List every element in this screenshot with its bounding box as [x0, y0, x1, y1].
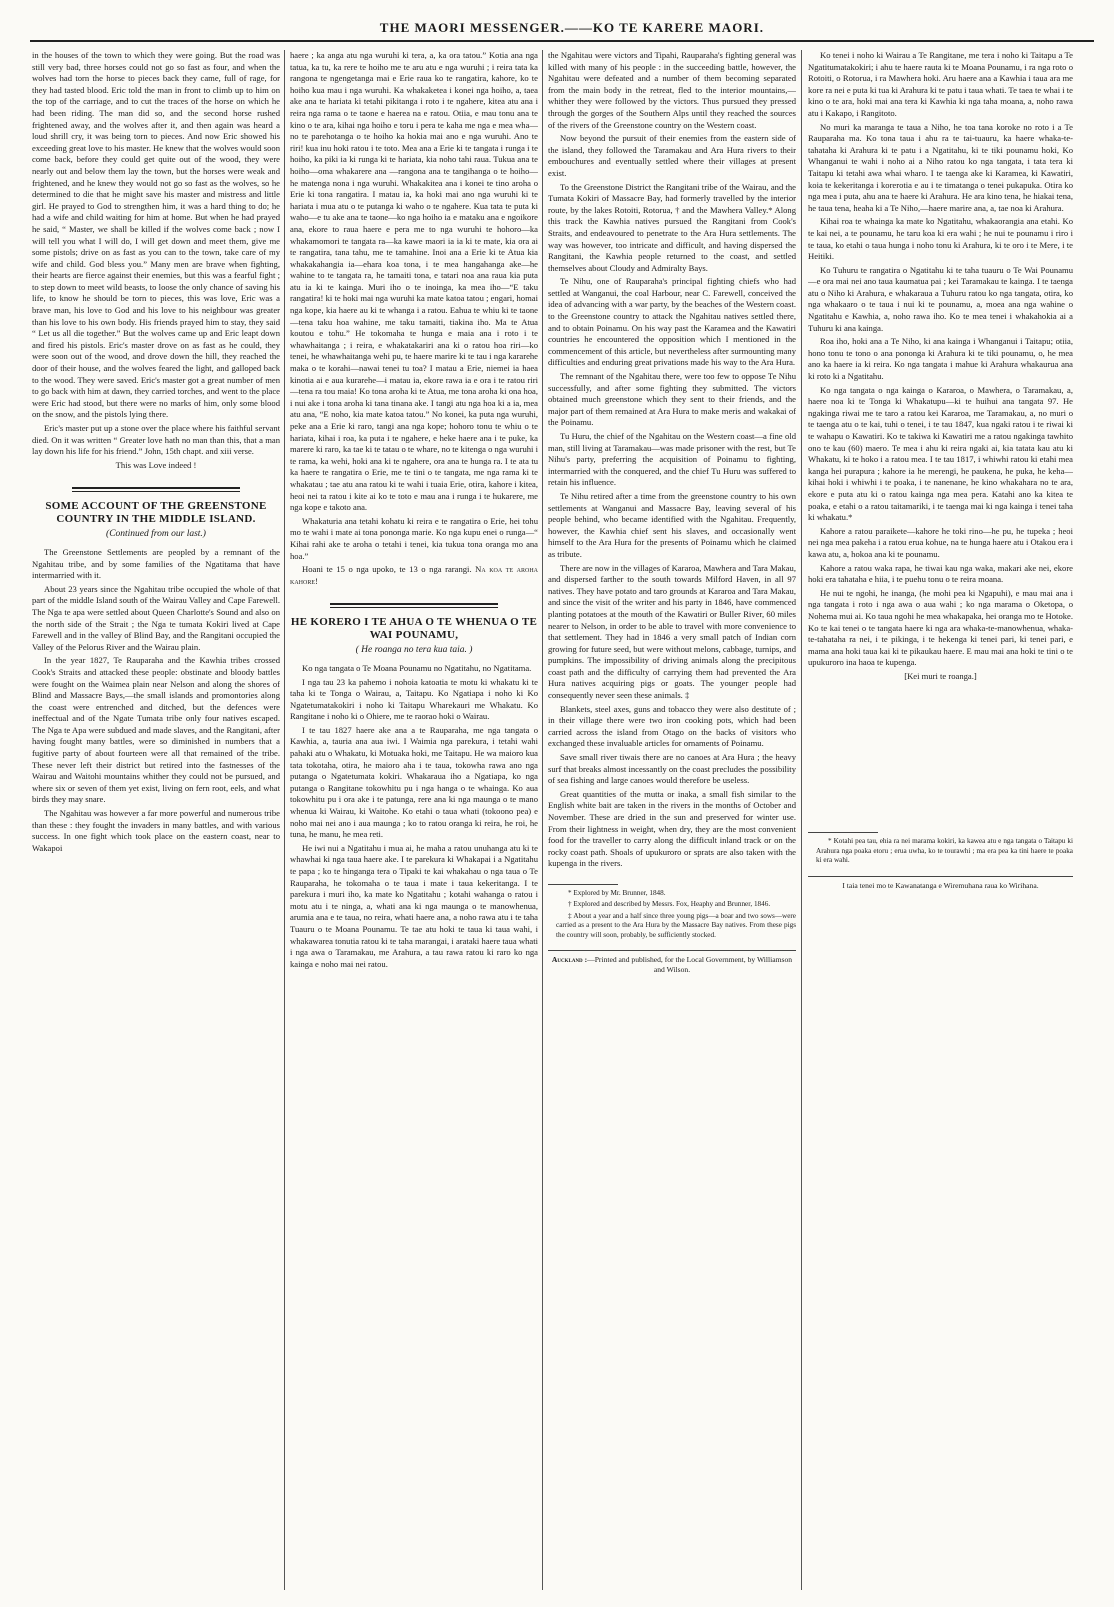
- paragraph: He iwi nui a Ngatitahu i mua ai, he maha a ratou unuhanga atu ki te whawhai ki nga taua haere ake. I te parekura ki Whakapai i a Ngatitahu te papa ; ko te hinganga tera o Tipaki te kai whakahau o nga taua o Te Rauparaha, he tokomaha o te taua i mate i taua kekeritanga. I te parekura i muri iho, ka mate ko Ngatitahu ; kotahi wahanga o ratou i motu atu i te ninga, a, whati ana ki nga maunga o te manowhenua, arumia ana e te taua, no reira, whati haere ana, a noho rawa atu i te taha Tuauru o te Moana Pounamu. Te tae atu hoki te taua ki taua wahi, i whakawarea tonutia ratou ki te taha marangai, i arataki haere taua whati i nga awa o Taramakau, me Arahura, a tau rawa ratou ki raro ko nga kainga e noho mai nei ratou.: [290, 842, 538, 969]
- paragraph: Tu Huru, the chief of the Ngahitau on the Western coast—a fine old man, still living at Taramakau—was made prisoner with the rest, but Te Nihu's party, preferring the acquisition of Poinamu to fighting, intermarried with the conquered, and the chief Tu Huru was suffered to retain his influence.: [548, 431, 796, 488]
- footnote: ‡ About a year and a half since three young pigs—a boar and two sows—were carried as a present to the Ara Hura by the Massacre Bay natives. From these pigs the country will soon, probably, be sufficiently stocked.: [556, 911, 796, 939]
- imprint-label: Auckland :: [551, 955, 588, 964]
- footnote: † Explored and described by Messrs. Fox, Heaphy and Brunner, 1846.: [568, 900, 771, 909]
- article-heading: HE KORERO I TE AHUA O TE WHENUA O TE WAI POUNAMU,: [290, 616, 538, 642]
- paragraph: Kihai roa te whainga ka mate ko Ngatitahu, whakaorangia ana etahi. Ko te kai nei, a te pounamu, he taru koa ki era wahi ; he nui te pounamu i riro i te taua, ko etahi o taua hunga i noho tonu ki Arahura, ki te oro i te Mere, i te Heitiki.: [808, 216, 1073, 262]
- imprint-text: I taia tenei mo te Kawanatanga e Wiremuhana raua ko Wirihana.: [842, 880, 1039, 890]
- paragraph: Now beyond the pursuit of their enemies from the eastern side of the island, they followed the Taramakau and Ara Hura rivers to their embouchures and eventually settled where their villages at present exist.: [548, 133, 796, 178]
- footnote: * Explored by Mr. Brunner, 1848.: [568, 888, 666, 897]
- column-divider: [284, 50, 285, 1590]
- paragraph: Kahore a ratou waka rapa, he tiwai kau nga waka, makari ake nei, ekore hoki era tahataha e hiia, i te puehu tonu o te reira moana.: [808, 562, 1073, 585]
- section-rule: [72, 487, 240, 492]
- paragraph: This was Love indeed !: [115, 459, 197, 470]
- paragraph: the Ngahitau were victors and Tipahi, Rauparaha's fighting general was killed with many of his people : in the succeeding battle, however, the Ngahitau were defeated and a number of them becoming separated from the main body in the retreat, fled to the interior mountains,—whither they were followed by the victors. Thus pursued they pressed through the gorges of the Southern Alps until they reached the sources of the rivers of the Greenstone country on the Western coast.: [548, 50, 796, 130]
- paragraph: Kahore a ratou paraikete—kahore he toki rino—he pu, he tupeka ; heoi nei nga mea pakeha i a ratou erua kohue, na te hunga haere atu i Otakou era i kawa atu, a, hokoa ana ki te pounamu.: [808, 525, 1073, 559]
- paragraph: haere ; ka anga atu nga wuruhi ki tera, a, ka ora tatou.” Kotia ana nga tatua, ka tu, ka rere te hoiho me te aru atu e nga wuruhi ; i reira tata ka rangona te ngengetanga mai e Erie raua ko te rangatira, kahore, ko te hoiho kua mau i nga wuruhi. Ka whakaketea i konei nga hoiho, a, taea ake ana te hariata ki tetahi pikitanga i roto i te ngahere, kitea atu ana i reira nga rama o te taone e haerea na e ratou. Otiia, e mau tonu ana te kino o te ara, kihai nga hoiho e toru i pera te kaha me nga e mea wha—no te parehotanga o te hoiho ka hokia mai ano e nga wuruhi. Ano te riri! kua inu hoki ratou i te toto. Mea ana a Erie ki te tangata i runga i te hoiho, ka piki ia ki runga ki te hariata, kia noho tahi raua. Tukua ana te hoiho—oma whakarere ana —rangona ana te tangihanga o te hoiho—he matenga nona i nga wuruhi. Whakakitea ana i konei te tino aroha o Erie ki tona rangatira. I matau ia, ka hoki mai ano nga wuruhi ki te hariata i mua atu o te putanga ki waho o te ngahere. Kua tata te puta ki waho—e tu ake ana te taone—ko nga hoiho ia e mataku ana e ngoikore ana, ekore to raua haere e pera me to nga wuruhi te hohoro—ka whakamomori te tangata ra—ka kawe maori ia ia ki te mate, kia ora ai te rangatira, tana tahu, me te tamahine. Inoi ana a Erie ki te Atua kia whakakahangia ia—ehara koa tona, i te mea hangahanga ake—he wahine to te tangata ra, he tamaiti tona, e tatari noa ana raua kia puta atu ia ki te kainga. Muri iho o te inoinga, ka mea iho—“E taku rangatira! ki te hoki mai nga wuruhi ka mate katoa tatou ; engari, homai nga kope, kia haere au ki te whanga i a ratou. Eahua te whiu ki te taone—tena taku hoa wahine, me taku tamaiti, tiakina iho. Ma te Atua koutou e tohu.” He tokomaha te hunga e maia ana i roto i te whawhaitanga ; i reira, e whakatakariri ana ki o ratou hoa riri—ko tenei, he whawhaitanga wehi pu, te haere marire ki te tau i nga kararehe maka o te korahi—nawai tenei tu toa? I matau a Erie, niemei ia haea kinotia ai e aua kurarehe—i matau ia, ekore rawa ia e ora i te ratou riri—tena ra tou maia! Ko tona aroha ki te Atua, me tona aroha ki ona hoa, i nui ake i tona aroha ki tana tinana ake. I tangi atu nga hoa ki a ia, mea atu ana, “E noho, kia mate katoa tatou.” No konei, ka puta nga wuruhi, peke ana a Erie ki raro, tangi ana nga kope; hohoro tonu te whiu o te hariata, kihai i roa, ka puta i te ngahere, e heke haere ana i te puke, ka marere ki raro, ka tae ki te tatau o te whare, no te kitenga o nga wuruhi i te rama, ka wehi, hoki ana ki te ngahere, ora ana te hunga ra. I te ata tu ka haere te rangatira o Erie, me te tini o te tangata, me nga rama ki te whakatau ; tae atu ana ratou ki te wahi i tuaia Erie, otira, kahore i kitea, heoi nei ta ratou i kite ai ko te toto e mau ana i runga i te hukarere, me nga kope e takoto ana.: [290, 50, 538, 513]
- paragraph: To the Greenstone District the Rangitani tribe of the Wairau, and the Tumata Kokiri of Massacre Bay, had formerly travelled by the interior route, by the lakes Rotoiti, Rotorua, † and the Mawhera Valley.* Along this track the Kawhia natives pursued the Rangitani from Cook's Straits, and endeavoured to penetrate to the Ara Hura settlements. The way was however, too intricate and difficult, and having dispersed the Rangitani, the Kawhia people returned to the coast, and settled themselves about Cloudy and Admiralty Bays.: [548, 181, 796, 273]
- paragraph: Eric's master put up a stone over the place where his faithful servant died. On it was written “ Greater love hath no man than this, that a man lay down his life for his friend.” John, 15th chapt. and xiii verse.: [32, 423, 280, 457]
- column-divider: [542, 50, 543, 1590]
- paragraph: Save small river tiwais there are no canoes at Ara Hura ; the heavy surf that breaks almost incessantly on the coast precludes the possibility of sea fishing and large canoes would therefore be useless.: [548, 752, 796, 786]
- continued-note: [Kei muri te roanga.]: [904, 670, 977, 681]
- imprint: [808, 876, 1073, 891]
- paragraph: Roa iho, hoki ana a Te Niho, ki ana kainga i Whanganui i Taitapu; otiia, hono tonu te tono o ana pononga ki Arahura ki te tiki pounamu, o, he mea ano ka haere ia ki reira. Ko nga tangata i mahue ki Arahura whakaurua ana ki roto ki a Ngatitahu.: [808, 336, 1073, 382]
- paragraph: Ko Tuhuru te rangatira o Ngatitahu ki te taha tuauru o Te Wai Pounamu—e ora mai nei ano taua kaumatua pai ; kei Taramakau te kainga. I te taenga atu o Niho ki Arahura, e whakaraua a Tuhuru ratou ko nga tangata, otira, ko nga whakaaro o te taua i nui ki te pounamu, a, moea ana nga wahine o Ngatitahu e Kawhia, a, noho rawa iho. Ko te mea tenei i whakahokia ai a Tuhuru ki ana kainga.: [808, 264, 1073, 333]
- paragraph: The remnant of the Ngahitau there, were too few to oppose Te Nihu successfully, and after some fighting they submitted. The victors obtained much greenstone which they sent to their friends, and the major part of them remained at Ara Hura to make meris and wakakai of the Poinamu.: [548, 371, 796, 428]
- paragraph: Great quantities of the mutta or inaka, a small fish similar to the English white bait are taken in the rivers in the months of October and November. These are dried in the sun and preserved for winter use. From their lightness in weight, when dry, they are the most convenient food for the traveller to carry along the difficult inland track or on the rocky coast path. Shoals of upukuroro or sprats are also taken with the kupenga in the rivers.: [548, 788, 796, 869]
- imprint: [548, 950, 796, 974]
- paragraph: There are now in the villages of Kararoa, Mawhera and Tara Makau, and dispersed farther to the south towards Milford Haven, in all 97 natives. They have potato and taro grounds at Kararoa and Tara Makau, and since the visit of the writer and his party in 1846, have commenced planting potatoes at the mouth of the Kawatiri or Buller River, 60 miles nearer to Nelson, in order to be able to travel with more convenience to that settlement. They had in 1846 a very small patch of Indian corn growing for future seed, but were without melons, cabbage, turnips, and pumpkins. The impossibility of driving animals along the precipitous coast path and the difficulty of carrying them had prevented the Ara Hura natives acquiring pigs or goats. The younger people had consequently never seen these animals. ‡: [548, 562, 796, 701]
- paragraph: About 23 years since the Ngahitau tribe occupied the whole of that part of the middle Island south of the Wairau Valley and Cape Farewell. The Nga te apa were settled about Queen Charlotte's Sound and also on the north side of the Strait ; the Nga te tumata Kokiri lived at Cape Farewell and in the valley of Blind Bay, and the Rangitani occupied the Valley of the Pelorus River and the Wairau plain.: [32, 583, 280, 652]
- paragraph: Ko tenei i noho ki Wairau a Te Rangitane, me tera i noho ki Taitapu a Te Ngatitumatakokiri; i ahu te haere rauta ki te Moana Pounamu, i ra nga roto o Rotoiti, o Rotorua, i ra Mawhera hoki. Aru haere ana a Kawhia i taua ara me kore ra nei e puta ki tua ki Arahura ki te patu i taua whati. Te taea te whai i te kino o te ara, hoki mai ana tera ki Kawhia ki nga taha moana, a, noho rawa atu i Kakapo, i Rangitoto.: [808, 50, 1073, 118]
- footnote-rule: [548, 884, 618, 885]
- paragraph: I te tau 1827 haere ake ana a te Rauparaha, me nga tangata o Kawhia, a, tauria ana aua iwi. I Waimia nga parekura, i tetahi wahi pahaki atu o Whakatu, ki Motuaka hoki, me Taitapu. He wa maioro kua tata tokotaha, otira, he maioro aha i te taua, tokowha rawa ano nga putanga o Ngatetumata kokiri. Whakaraua iho a Ngatiapa, ko nga putanga o Rangitane tokowhitu pu i nga hanga o te whainga. Ko aua tokowhitu pu i ora ake i te patunga, rere ana ki nga maunga o te mano whenua ki Wairau, ki Waitohe. Ko etahi o taua whati (tokoono pea) e noho mai nei ano i aua maunga ; ko to ratou oranga ki reira, he roi, he tuna, he manu, he mea reti.: [290, 724, 538, 840]
- paragraph: Blankets, steel axes, guns and tobacco they were also destitute of ; in their village there were two iron cooking pots, which had been carried across the island from Otago on the backs of visitors who exchanged these invaluable articles for ornaments of Poinamu.: [548, 703, 796, 749]
- paragraph: The Greenstone Settlements are peopled by a remnant of the Ngahitau tribe, and by some families of the Ngatitama that have intermarried with it.: [32, 546, 280, 581]
- paragraph: Te Nihu, one of Rauparaha's principal fighting chiefs who had settled at Wanganui, the coal Harbour, near C. Farewell, conceived the idea of advancing with a war party, by the beaches of the Western coast. to the Greenstone country to attack the Ngahitau natives settled there, and to obtain Poinamu. On his way past the Karamea and the Kawatiri countries he encountered the opposition which I mentioned in the commencement of this article, but nevertheless after surmounting many difficulties and enduring great privations made his way to the Ara Hura.: [548, 276, 796, 368]
- paragraph: [290, 564, 538, 587]
- scripture-reference: Hoani te 15 o nga upoko, te 13 o nga rarangi.: [302, 564, 472, 575]
- column-4: [808, 50, 1073, 1590]
- section-rule: [330, 603, 498, 608]
- column-3: [548, 50, 796, 1590]
- article-heading: SOME ACCOUNT OF THE GREENSTONE COUNTRY IN THE MIDDLE ISLAND.: [45, 500, 267, 526]
- column-2: [290, 50, 538, 1590]
- footnote-rule: [808, 832, 878, 833]
- paragraph: Ko nga tangata o nga kainga o Kararoa, o Mawhera, o Taramakau, a, haere noa ki te Tonga ki Whakatupu—ki te huihui ana tangata 97. He ngakinga riwai me te taro a ratou kei Kararoa, me Taramakau, a, no muri o te taenga atu o te kai, tuhi o tenei, i te tau 1847, kua ngaki ratou i te riwai ki te wahapu o Kawatiri. Ko te takiwa ki Kawatiri me a ratou ngakinga tawhito ono te kau (60) maero. Te mea i ahu ki reira ngaki ai, kia tatata kau atu ki Whakatu, ki te hoko i a ratou mea. I te tau 1817, i whiwhi ratou ki etahi mea kanga hei purapura ; kahore ia he merengi, he paukena, he puka, he keha—kihai hoki i whiwhi i te poaka, i te nanenane, he kino whakahara no te ara, ekore e puta atu ki o ratou kainga nga mea pera. Katahi ano ka kitea te poaka, e etahi o a ratou taitamariki, i te taenga mai ki nga kainga i tenei taha ki whakatu.*: [808, 384, 1073, 523]
- paragraph: Te Nihu retired after a time from the greenstone country to his own settlements at Wanganui and Massacre Bay, leaving several of his people behind, who became identified with the Ngahitau. Frequently, however, the Kawhia chief sent his slaves, and occasionally went himself to the Ara Hura for the presents of Poinamu which he claimed as tribute.: [548, 490, 796, 559]
- closing-line: Na koa te aroha kahore!: [290, 564, 538, 586]
- article-subheading: (Continued from our last.): [106, 529, 206, 540]
- paragraph: No muri ka maranga te taua a Niho, he toa tana koroke no roto i a Te Rauparaha ma. Ko tona taua i ahu ra te tai-tuauru, ka haere whaka-te-tahataha ki Arahura ki te patu i a Ngatitahu, ki te tiki pounamu hoki, Ko Whanganui te wahi i noho ai a Niho ratou ko nga tangata, i tata tera ki Taitapu ki tetahi awa whai wharo. I te taenga ake ki Karamea, ki Kawatiri, koia te kekeritanga i korerotia e au i te timatanga o tenei pukapuka. Otira ko nga mea i puta, ahu ana te haere ki Arahura. He ara kino tena, he hiakai tena, he taua tena, heaha ki a Te Niho,—haere marire ana, a, tae noa ki Arahura.: [808, 121, 1073, 213]
- article-subheading: ( He roanga no tera kua taia. ): [355, 645, 473, 656]
- paragraph: I nga tau 23 ka pahemo i nohoia katoatia te motu ki whakatu ki te taha ki te Tonga o Wairau, a, Taitapu. Ko Ngatiapa i noho ki Ko Ngatetumatakokiri i noho ki Taitapu Wharekauri me Whakatu. Ko Rangitane i noho ki o Ohiere, me te raorao hoki o Wairau.: [290, 676, 538, 722]
- imprint-text: —Printed and published, for the Local Government, by Williamson and Wilson.: [587, 955, 793, 974]
- paragraph: Ko nga tangata o Te Moana Pounamu no Ngatitahu, no Ngatitama.: [302, 662, 532, 673]
- paragraph: in the houses of the town to which they were going. But the road was still very bad, three horses could not go so fast as four, and when the wolves had torn the horse to pieces back they came, full of rage, for they had tasted blood. Eric told the man in front to climb up to him on the top of the carriage, and to cut the traces of the horse on which he had been riding. The man did so, and the second horse rushed frightened away, and the wolves after it, and then again was heard a loud shrill cry, it was being torn to pieces. And now Eric showed his exceeding great love to his master. He knew that the wolves would soon come back, before they could get quite out of the wood, they were nearly out and below them lay the town, but the horses were weak and frightened, and he knew they would not go so fast as the wolves, so he determined to die that he might save his master and mistress and little girl. He prayed to God to strengthen him, it was a hard thing to do; he had a wife and child waiting for him at home. But when he had prayed he said, “ Master, we shall be killed if the wolves come back ; now I will tell you what I will do, I will get down and meet them, give me some pistols; drive on as fast as you can to the town, take care of my wife and child. God bless you.” Many men are brave when fighting, their hearts are fierce against their enemies, but this was a fearful fight ; to step down to meet wild beasts, to loose the only chance of saving his life, to know he should be torn to pieces, this was love, Eric was a brave man, his love to God and his love to his neighbour was greater than his love to his own body. His friends prayed him to stay, they said “ Let us all die together.” But the wolves came up and Eric leapt down and fired his pistols. Eric's master drove on as fast as he could, they were soon out of the wood, and drove down the hill, they reached the door of their house, and the wolves feared the light, and galloped back to the wood. They were saved. Eric's master got a great number of men to go back with him at dawn, they carried torches, and went to the place were Eric had stood, but there were no marks of him, only some blood on the snow, and the pistols lying there.: [32, 50, 280, 420]
- column-1: [32, 50, 280, 1590]
- paragraph: In the year 1827, Te Rauparaha and the Kawhia tribes crossed Cook's Straits and attacked these people: obstinate and bloody battles were fought on the Waimea plain near Nelson and along the shores of Blind and Massacre Bays,—the small islands and promontories along the coast were entrenched and ditched, but the defences were ineffectual and of the Ngate Tumata tribe only four natives escaped. The Nga te Apa were subdued and made slaves, and the Rangitani, after having fought many battles, were so diminished in numbers that a fugitive party of about fourteen were all that remained of the tribe. These never left their district but retired into the fastnesses of the Wairau and Waitohi mountains whither they could not be pursued, and where six or seven of them yet exist, living on fern root, eels, and what birds they may snare.: [32, 655, 280, 805]
- masthead-title: THE MAORI MESSENGER.——KO TE KARERE MAORI.: [379, 20, 764, 35]
- footnote: * Kotahi pea tau, ehia ra nei marama kokiri, ka kawea atu e nga tangata o Taitapu ki Arahura nga poaka etoru ; erua uwha, ko te tourawhi ; ma era pea ka tini haere te poaka ki era wahi.: [816, 837, 1073, 865]
- paragraph: He nui te ngohi, he inanga, (he mohi pea ki Ngapuhi), e mau mai ana i nga tangata i roto i nga awa o aua wahi ; ko nga marama o Oketopa, o Nohema mui ai. Ko taua ngohi he mea whakapaka, hei oranga mo te Hotoke. Ko te kai tenei o te tangata haere ki nga ara whaka-te-manowhenua, whaka-te-tahataha ra nei, i te pikinga, i te hekenga ki tenei pari, ki tenei pari, e mama ana hoki taua kai ki te pikaukau haere. E mau mai ana hoki te tini o te upukuroro ina haoa te kupenga.: [808, 587, 1073, 668]
- paragraph: Whakaturia ana tetahi kohatu ki reira e te rangatira o Erie, hei tohu mo te wahi i mate ai tona pononga marie. Ko nga kupu enei o runga—“ Kihai rahi ake te aroha o tetahi i tenei, kia tukua tona oranga mo ana hoa.”: [290, 515, 538, 561]
- paragraph: The Ngahitau was however a far more powerful and numerous tribe than these : they fought the invaders in many battles, and with various success. In one fight which took place on the eastern coast, near to Wakapoi: [32, 808, 280, 853]
- column-divider: [801, 50, 802, 1590]
- masthead: [30, 14, 1094, 42]
